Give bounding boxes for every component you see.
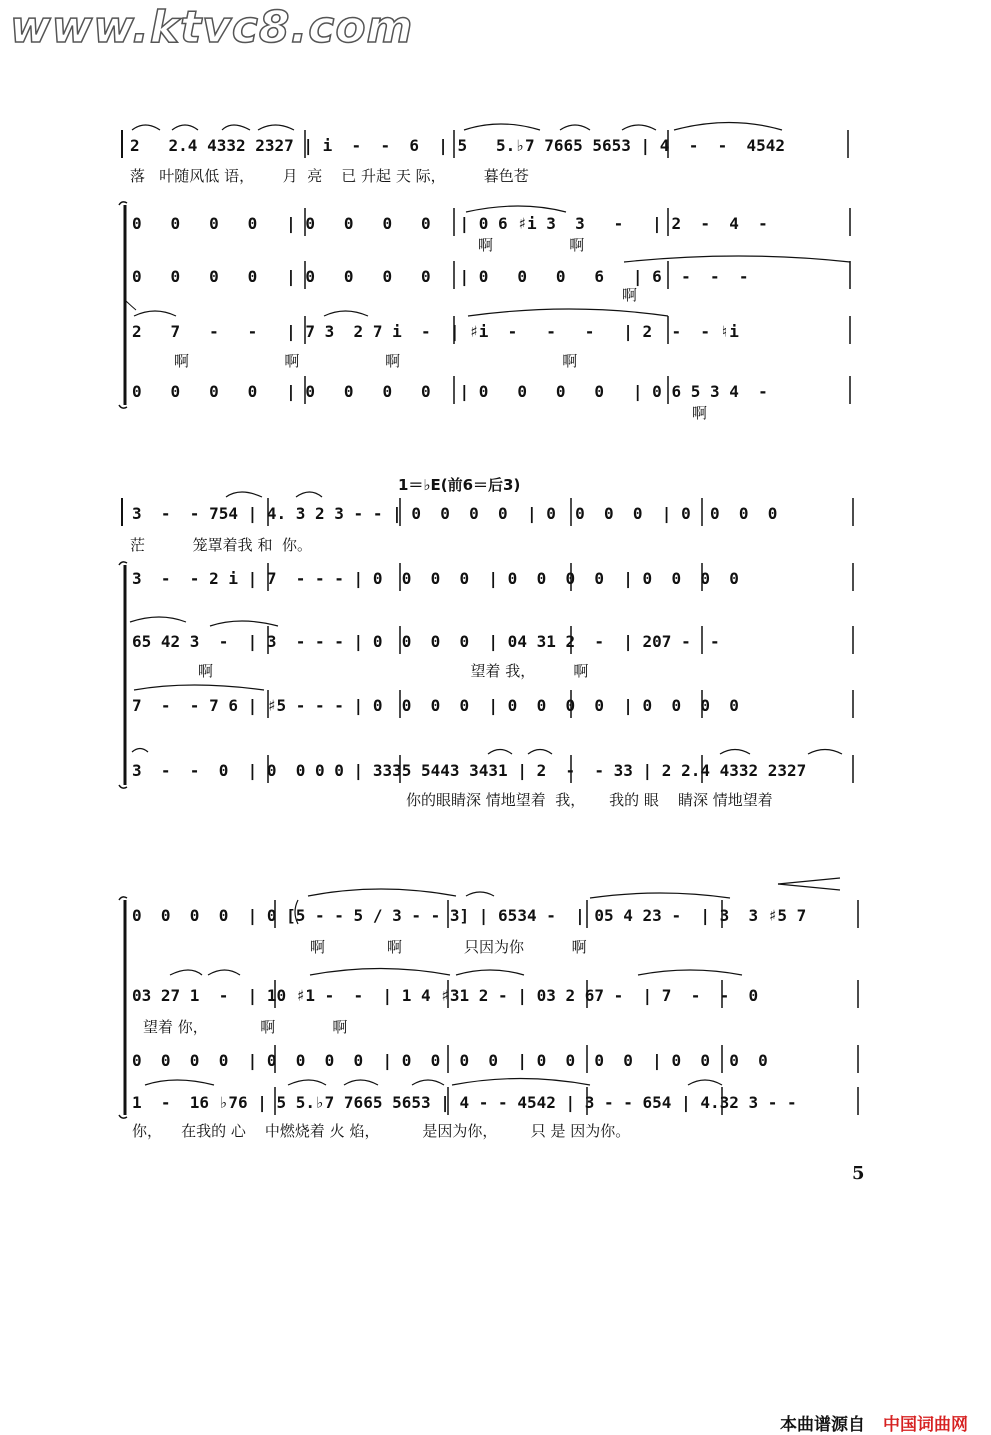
page-number: 5	[852, 1163, 865, 1184]
voice-3-lyrics: 啊 望着 我， 啊	[198, 662, 589, 680]
voice-3-notes: 0 0 0 0 | 0 0 0 0 | 0 0 0 0 | 0 0 0 0 | 0 0 0 0	[132, 1051, 768, 1070]
voice-2-notes: 0 0 0 0 | 0 0 0 0 | 0 6 ♯i 3 3 - | 2 - 4 -	[132, 214, 768, 233]
voice-3-lyrics: 啊	[622, 286, 638, 304]
voice-4-lyrics: 啊 啊 啊 啊	[174, 352, 578, 370]
voice-2-notes: 3 - - 2 i | 7 - - - | 0 0 0 0 | 0 0 0 0 | 0 0 0 0	[132, 569, 739, 588]
source-credit	[780, 1410, 968, 1435]
voice-1-lyrics: 茫 笼罩着我 和 你。	[130, 536, 312, 554]
site-watermark: www.ktvc8.com	[10, 2, 414, 53]
voice-2-notes: 03 27 1 - | 10 ♯1 - - | 1 4 ♯31 2 - | 03 2 67 - | 7 - - 0	[132, 986, 759, 1005]
voice-2-lyrics: 望着 你， 啊 啊	[143, 1018, 348, 1036]
voice-4-notes: 7 - - 7 6 | ♯5 - - - | 0 0 0 0 | 0 0 0 0 | 0 0 0 0	[132, 696, 739, 715]
voice-5-notes: 0 0 0 0 | 0 0 0 0 | 0 0 0 0 | 0 6 5 3 4 -	[132, 382, 768, 401]
voice-2-lyrics: 啊 啊	[478, 236, 585, 254]
voice-1-lyrics: 啊 啊 只因为你 啊	[310, 938, 587, 956]
voice-1-notes: 2 2.4 4332 2327 | i - - 6 | 5 5.♭7 7665 5653 | 4 - - 4542	[130, 136, 786, 155]
key-change-marking: 1＝♭E(前6＝后3)	[398, 476, 521, 494]
voice-4-notes: 1 - 16 ♭76 | 5 5.♭7 7665 5653 | 4 - - 4542 | 3 - - 654 | 4.32 3 - -	[132, 1093, 797, 1112]
voice-1-notes: 0 0 0 0 | 0 [5 - - 5 / 3 - - 3] | 6534 - | 05 4 23 - | 3 3 ♯5 7	[132, 906, 807, 925]
voice-3-notes: 0 0 0 0 | 0 0 0 0 | 0 0 0 6 | 6 - - -	[132, 267, 749, 286]
voice-3-notes: 65 42 3 - | 3 - - - | 0 0 0 0 | 04 31 2 - | 207 - -	[132, 632, 720, 651]
source-credit-site-link[interactable]: 中国词曲网	[883, 1415, 968, 1435]
source-credit-label: 本曲谱源自	[780, 1415, 865, 1435]
voice-4-notes: 2 7 - - | 7 3 2 7 i - | ♯i - - - | 2 - - ♮i	[132, 322, 739, 341]
voice-5-lyrics: 你的眼睛深 情地望着 我， 我的 眼 睛深 情地望着	[406, 791, 773, 809]
voice-4-lyrics: 你， 在我的 心 中燃烧着 火 焰， 是因为你， 只 是 因为你。	[132, 1122, 631, 1140]
voice-5-lyrics: 啊	[692, 404, 708, 422]
voice-1-notes: 3 - - 754 | 4. 3 2 3 - - | 0 0 0 0 | 0 0 0 0 | 0 0 0 0	[132, 504, 778, 523]
voice-5-notes: 3 - - 0 | 0 0 0 0 | 3335 5443 3431 | 2 - - 33 | 2 2.4 4332 2327	[132, 761, 807, 780]
voice-1-lyrics: 落 叶随风低 语， 月 亮 已 升起 天 际， 暮色苍	[130, 167, 529, 185]
